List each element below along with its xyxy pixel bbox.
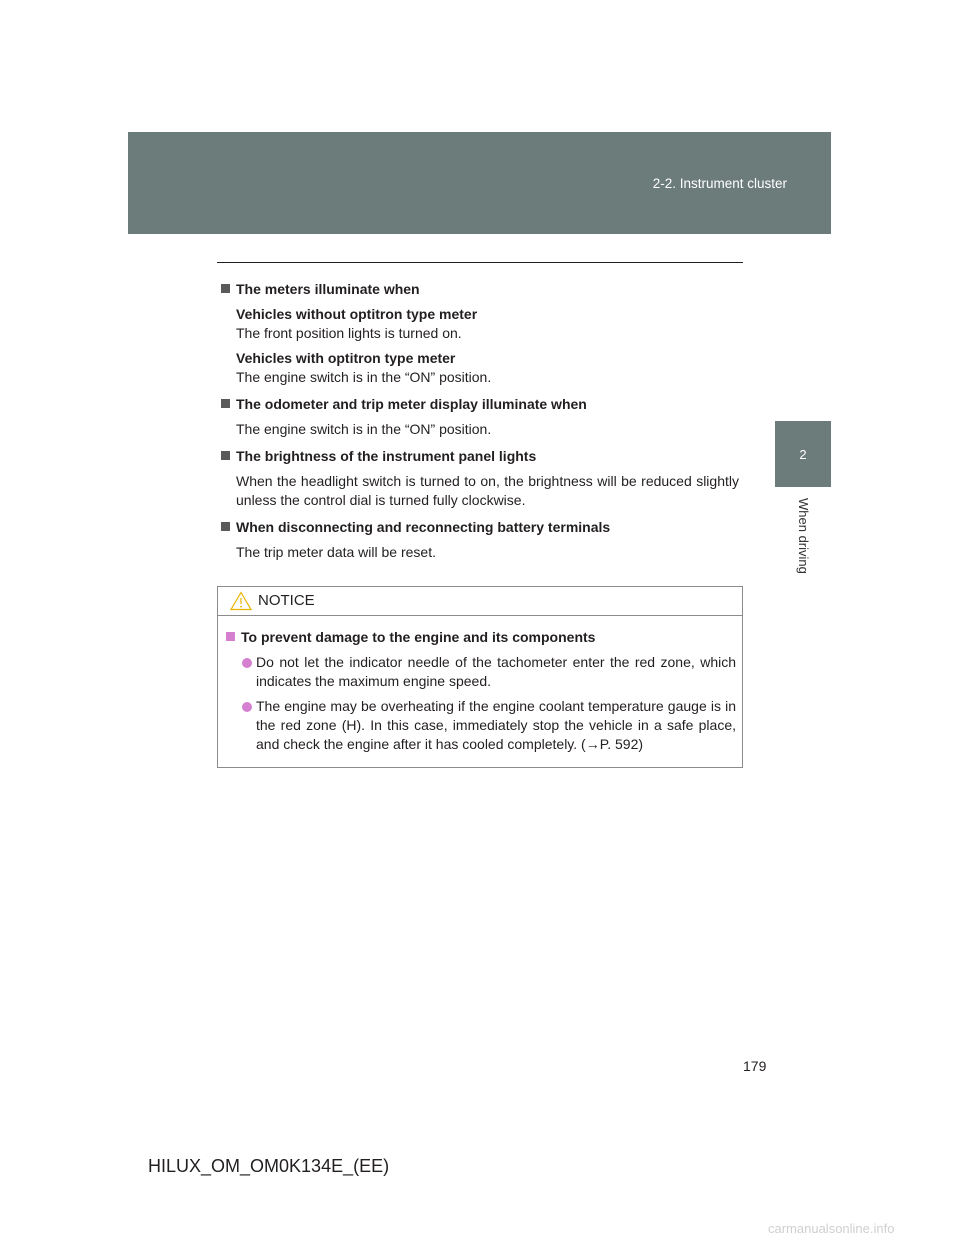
paragraph-without-optitron (236, 305, 739, 343)
chapter-label: When driving (796, 498, 811, 574)
round-bullet-icon (242, 702, 252, 712)
square-bullet-icon (221, 284, 230, 293)
text-without-optitron: The front position lights is turned on. (236, 325, 462, 341)
warning-triangle-icon (230, 591, 252, 611)
heading-meters-illuminate (221, 280, 739, 299)
notice-heading (226, 628, 736, 647)
square-bullet-icon (221, 399, 230, 408)
notice-bullet-text: The engine may be overheating if the engine coolant temperature gauge is in the red zone (H). In this case, immediately stop the vehicle in a safe place, and check the engine after it has cooled completely. (→P. 592) (256, 698, 736, 752)
square-bullet-icon (221, 522, 230, 531)
heading-text: The brightness of the instrument panel lights (236, 448, 537, 464)
header-band (128, 132, 831, 234)
page-number: 179 (743, 1058, 767, 1074)
subheading-without-optitron: Vehicles without optitron type meter (236, 306, 478, 322)
heading-battery (221, 518, 739, 537)
notice-box (217, 586, 743, 768)
chapter-number: 2 (799, 447, 807, 462)
notice-heading-text: To prevent damage to the engine and its components (241, 629, 596, 645)
subheading-with-optitron: Vehicles with optitron type meter (236, 350, 456, 366)
square-bullet-icon (221, 451, 230, 460)
heading-text: When disconnecting and reconnecting battery terminals (236, 519, 611, 535)
section-title: 2-2. Instrument cluster (652, 176, 787, 191)
notice-bullet (241, 697, 736, 754)
heading-text: The meters illuminate when (236, 281, 420, 297)
notice-body (218, 616, 742, 754)
notice-bullet (241, 653, 736, 691)
chapter-tab (775, 421, 831, 487)
text-with-optitron: The engine switch is in the “ON” position. (236, 369, 492, 385)
notice-label: NOTICE (258, 592, 315, 609)
notice-bullet-text: Do not let the indicator needle of the tachometer enter the red zone, which indicates the maximum engine speed. (256, 654, 736, 689)
heading-brightness (221, 447, 739, 466)
heading-odometer (221, 395, 739, 414)
section-divider (217, 262, 743, 263)
square-bullet-icon (226, 632, 235, 641)
main-content (221, 280, 739, 562)
heading-text: The odometer and trip meter display illuminate when (236, 396, 587, 412)
paragraph-brightness: When the headlight switch is turned to on, the brightness will be reduced slightly unless the control dial is turned fully clockwise. (236, 473, 739, 508)
watermark: carmanualsonline.info (768, 1221, 895, 1236)
paragraph-odometer: The engine switch is in the “ON” position. (236, 421, 492, 437)
notice-header (218, 587, 742, 616)
document-id: HILUX_OM_OM0K134E_(EE) (148, 1156, 390, 1176)
paragraph-battery: The trip meter data will be reset. (236, 544, 436, 560)
paragraph-with-optitron (236, 349, 739, 387)
round-bullet-icon (242, 658, 252, 668)
